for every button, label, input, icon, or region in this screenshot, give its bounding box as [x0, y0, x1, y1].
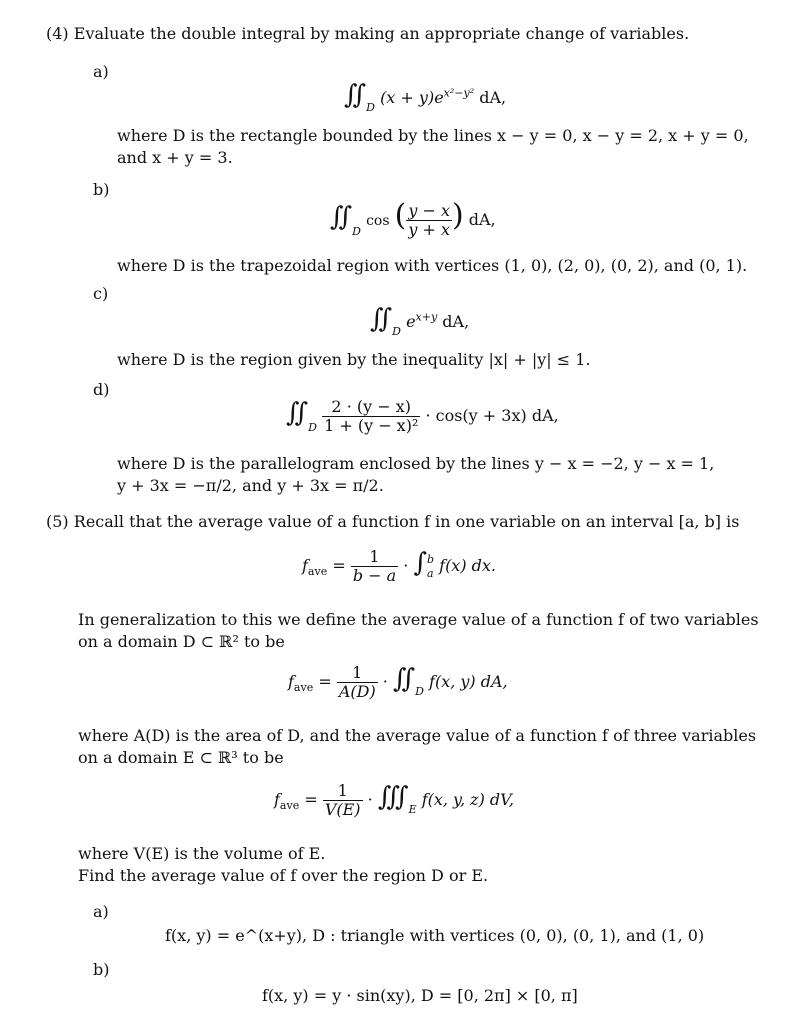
lhs: f [288, 672, 294, 691]
fraction [406, 202, 452, 239]
text-4a-line1: where D is the rectangle bounded by the lines x − y = 0, x − y = 2, x + y = 0, [117, 126, 749, 145]
function-name: cos [366, 213, 390, 229]
text-4d-line1: where D is the parallelogram enclosed by the lines y − x = −2, y − x = 1, [117, 454, 715, 473]
text-end-2: Find the average value of f over the region D or E. [78, 866, 489, 885]
text-end-1: where V(E) is the volume of E. [78, 844, 326, 863]
differential: dA, [442, 312, 470, 331]
numerator: 1 [337, 664, 378, 683]
region-subscript: D [392, 325, 401, 338]
fraction [337, 664, 378, 701]
problem-intro: Recall that the average value of a function f in one variable on an interval [a, b] is [73, 512, 740, 531]
formula-4d [286, 398, 559, 435]
region-subscript: D [366, 101, 375, 114]
equals: = [304, 790, 318, 809]
fraction [351, 548, 398, 585]
denominator: y + x [408, 220, 450, 239]
fraction [323, 782, 363, 819]
numerator: 1 [323, 782, 363, 801]
integrand: (x + y)e [380, 88, 444, 107]
problem-number: (5) [46, 512, 69, 531]
right-paren: ) [451, 198, 464, 233]
exponent: x+y [415, 310, 438, 324]
double-integral-sign: ∬ [370, 304, 393, 334]
text-4d-line2: y + 3x = −π/2, and y + 3x = π/2. [117, 476, 384, 495]
formula-4a [344, 80, 507, 114]
part-label-4a: a) [93, 62, 109, 81]
text-4a-line2: and x + y = 3. [117, 148, 233, 167]
denominator: V(E) [324, 800, 361, 819]
text-middle-2: on a domain E ⊂ ℝ³ to be [78, 748, 284, 767]
lower-limit: a [427, 566, 434, 580]
upper-limit: b [427, 552, 435, 566]
problem-prompt: Evaluate the double integral by making an appropriate change of variables. [73, 24, 690, 43]
part-label-5b: b) [93, 960, 110, 979]
part-label-4d: d) [93, 380, 110, 399]
left-paren: ( [394, 198, 407, 233]
text-generalization-1: In generalization to this we define the average value of a function f of two variables [78, 610, 759, 629]
text-4c: where D is the region given by the inequality |x| + |y| ≤ 1. [117, 350, 591, 369]
region-subscript: D [308, 421, 317, 434]
text-5b: f(x, y) = y · sin(xy), D = [0, 2π] × [0, π] [262, 986, 578, 1005]
equals: = [318, 672, 332, 691]
formula-4c [370, 304, 470, 338]
rest-expression: f(x, y, z) dV, [421, 790, 514, 809]
triple-integral-sign: ∭ [377, 782, 409, 812]
numerator: y − x [408, 201, 450, 220]
formula-average-1d [302, 548, 496, 585]
region-subscript: E [408, 803, 417, 816]
numerator: 2 · (y − x) [322, 398, 420, 417]
rest-expression: f(x, y) dA, [429, 672, 508, 691]
dot: · [367, 790, 373, 809]
rest-expression: · cos(y + 3x) dA, [425, 406, 559, 425]
problem-4-heading [46, 24, 689, 44]
double-integral-sign: ∬ [392, 664, 416, 694]
problem-number: (4) [46, 24, 69, 43]
fraction [322, 398, 420, 435]
integral-limits [427, 553, 434, 581]
text-generalization-2: on a domain D ⊂ ℝ² to be [78, 632, 285, 651]
double-integral-sign: ∬ [330, 202, 353, 232]
double-integral-sign: ∬ [344, 80, 367, 110]
rest-expression: f(x) dx. [439, 556, 497, 575]
denominator: A(D) [338, 682, 376, 701]
lhs: f [274, 790, 280, 809]
exponent: x²−y² [443, 86, 475, 100]
lhs: f [302, 556, 308, 575]
double-integral-sign: ∬ [286, 398, 309, 428]
formula-4b [330, 198, 496, 239]
part-label-4b: b) [93, 180, 110, 199]
lhs-subscript: ave [293, 681, 314, 695]
part-label-4c: c) [93, 284, 109, 303]
text-5a: f(x, y) = e^(x+y), D : triangle with vertices (0, 0), (0, 1), and (1, 0) [165, 926, 705, 945]
text-middle-1: where A(D) is the area of D, and the average value of a function f of three variables [78, 726, 757, 745]
dot: · [403, 556, 409, 575]
region-subscript: D [352, 225, 361, 238]
region-subscript: D [415, 685, 424, 698]
lhs-subscript: ave [279, 799, 300, 813]
integral-sign: ∫ [413, 548, 427, 578]
lhs-subscript: ave [307, 565, 328, 579]
dot: · [382, 672, 388, 691]
text-4b: where D is the trapezoidal region with vertices (1, 0), (2, 0), (0, 2), and (0, 1). [117, 256, 748, 275]
formula-average-3d [274, 782, 514, 819]
denominator: 1 + (y − x)² [324, 416, 419, 435]
base: e [406, 312, 416, 331]
problem-5-heading [46, 512, 739, 532]
formula-average-2d [288, 664, 508, 701]
differential: dA, [468, 210, 496, 229]
numerator: 1 [351, 548, 398, 567]
part-label-5a: a) [93, 902, 109, 921]
denominator: b − a [352, 566, 397, 585]
equals: = [332, 556, 346, 575]
differential: dA, [479, 88, 507, 107]
